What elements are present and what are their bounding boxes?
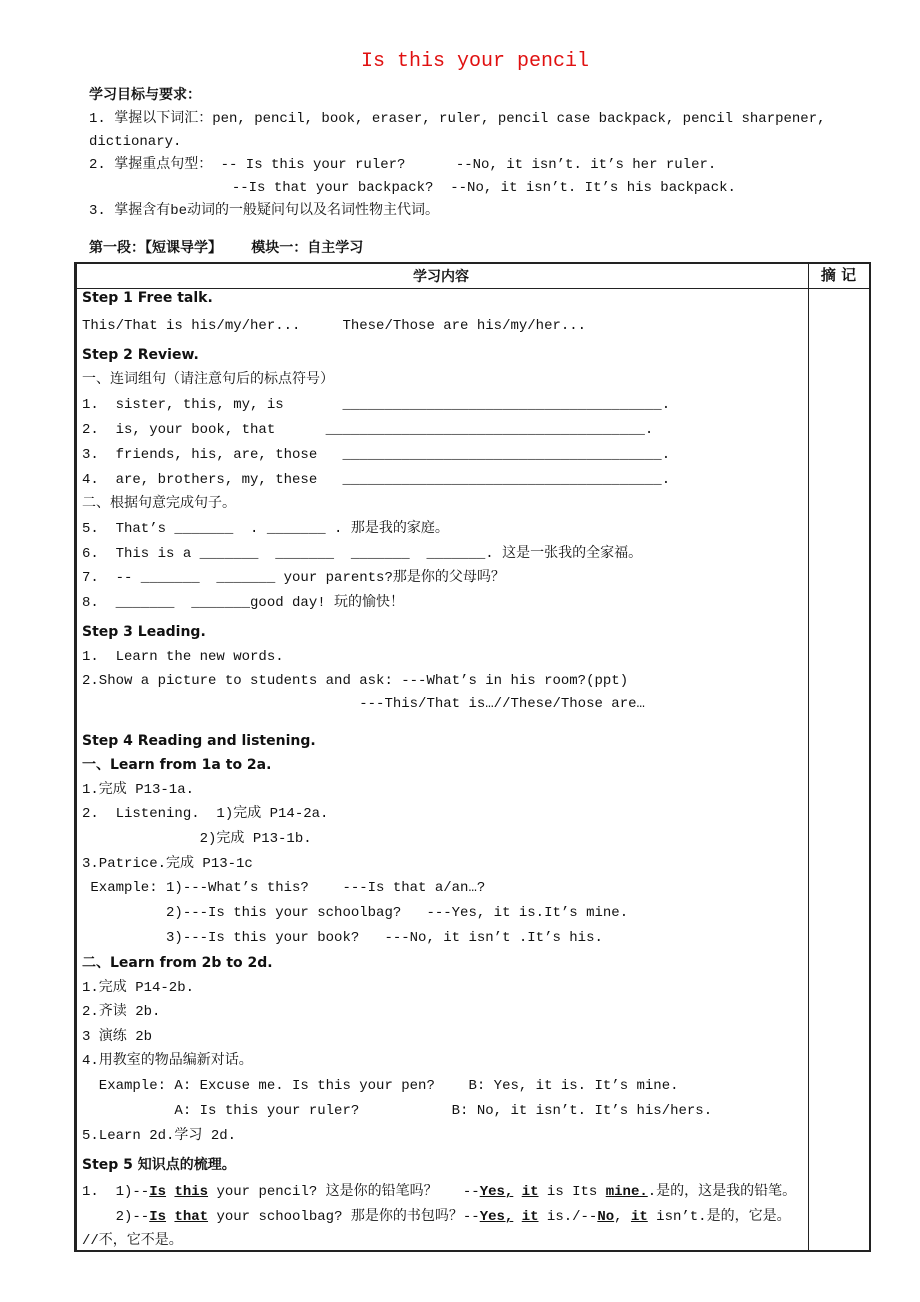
content-line: 6. This is a _______ _______ _______ _______. 这是一张我的全家福。	[82, 546, 643, 562]
content-line: 3 演练 2b	[82, 1029, 153, 1045]
content-line: 2)完成 P13-1b.	[82, 831, 312, 847]
content-line	[82, 1183, 796, 1201]
header-notes: 摘 记	[820, 266, 857, 284]
objective-line: 3. 掌握含有be动词的一般疑问句以及名词性物主代词。	[89, 203, 440, 219]
underlined-word: it	[521, 1209, 539, 1225]
text-segment: your schoolbag? 那是你的书包吗？--	[208, 1209, 480, 1225]
content-line: 二、Learn from 2b to 2d.	[82, 955, 273, 971]
content-line: 2)---Is this your schoolbag? ---Yes, it is.It’s mine.	[82, 905, 629, 921]
content-line: 1. sister, this, my, is ______________________________________.	[82, 397, 671, 413]
text-segment: is Its	[538, 1184, 606, 1200]
underlined-word: Yes,	[479, 1209, 514, 1225]
underlined-word: it	[630, 1209, 648, 1225]
content-line: 1.完成 P13-1a.	[82, 782, 195, 798]
text-segment: your pencil? 这是你的铅笔吗？ --	[208, 1184, 480, 1200]
text-segment: is./--	[538, 1209, 598, 1225]
text-segment: 1. 1)--	[82, 1184, 150, 1200]
underlined-word: mine.	[605, 1184, 648, 1200]
text-segment: ,	[614, 1209, 631, 1225]
content-line: 7. -- _______ _______ your parents?那是你的父母吗？	[82, 570, 505, 586]
content-line: Step 2 Review.	[82, 347, 199, 363]
content-line	[82, 1208, 791, 1226]
objective-line: --Is that your backpack? --No, it isn’t. It’s his backpack.	[89, 180, 736, 196]
content-line: 5. That’s _______ . _______ . 那是我的家庭。	[82, 521, 449, 537]
content-line: 4.用教室的物品编新对话。	[82, 1053, 253, 1069]
content-line: //不，它不是。	[82, 1233, 183, 1249]
content-line: 2.齐读 2b.	[82, 1004, 161, 1020]
content-line: Step 1 Free talk.	[82, 290, 213, 306]
content-line: Step 3 Leading.	[82, 624, 206, 640]
content-line: 4. are, brothers, my, these ______________________________________.	[82, 472, 671, 488]
underlined-word: this	[174, 1184, 209, 1200]
content-line: 一、连词组句（请注意句后的标点符号）	[82, 372, 334, 388]
content-line: 5.Learn 2d.学习 2d.	[82, 1128, 237, 1144]
text-segment: isn’t.是的，它是。	[647, 1209, 791, 1225]
content-line: 1.完成 P14-2b.	[82, 980, 195, 996]
column-divider	[808, 262, 809, 1250]
underlined-word: Yes,	[479, 1184, 514, 1200]
content-line: 8. _______ _______good day! 玩的愉快！	[82, 595, 405, 611]
underlined-word: it	[521, 1184, 539, 1200]
text-segment	[513, 1184, 521, 1200]
content-line: Example: A: Excuse me. Is this your pen? B: Yes, it is. It’s mine.	[82, 1078, 679, 1094]
content-line: 3)---Is this your book? ---No, it isn’t .It’s his.	[82, 930, 603, 946]
content-line: 3. friends, his, are, those ______________________________________.	[82, 447, 671, 463]
content-line: 2.Show a picture to students and ask: ---What’s in his room?(ppt)	[82, 673, 629, 689]
objective-line: 1. 掌握以下词汇：pen, pencil, book, eraser, ruler, pencil case backpack, pencil sharpener,	[89, 111, 826, 127]
text-segment: .是的，这是我的铅笔。	[647, 1184, 797, 1200]
content-line: ---This/That is…//These/Those are…	[82, 696, 645, 712]
text-segment	[513, 1209, 521, 1225]
content-line: 1. Learn the new words.	[82, 649, 284, 665]
content-line: 一、Learn from 1a to 2a.	[82, 757, 272, 773]
content-line: Example: 1)---What’s this? ---Is that a/an…?	[82, 880, 486, 896]
content-line: This/That is his/my/her... These/Those are his/my/her...	[82, 318, 587, 334]
underlined-word: Is	[149, 1209, 167, 1225]
objective-line: 2. 掌握重点句型： -- Is this your ruler? --No, it isn’t. it’s her ruler.	[89, 157, 717, 173]
content-line: A: Is this your ruler? B: No, it isn’t. It’s his/hers.	[82, 1103, 713, 1119]
text-segment: 2)--	[82, 1209, 150, 1225]
content-line: 3.Patrice.完成 P13-1c	[82, 856, 253, 872]
underlined-word: that	[174, 1209, 209, 1225]
content-line: 二、根据句意完成句子。	[82, 496, 236, 512]
header-study-content: 学习内容	[413, 269, 469, 285]
content-line: 2. is, your book, that ______________________________________.	[82, 422, 654, 438]
underlined-word: No	[597, 1209, 615, 1225]
objective-line: dictionary.	[89, 134, 182, 150]
content-line: Step 5 知识点的梳理。	[82, 1157, 236, 1173]
content-line: Step 4 Reading and listening.	[82, 733, 316, 749]
objective-line: 第一段：【短课导学】 模块一：自主学习	[89, 240, 364, 256]
objective-line: 学习目标与要求：	[89, 87, 201, 103]
page-title: Is this your pencil	[360, 50, 590, 73]
content-line: 2. Listening. 1)完成 P14-2a.	[82, 806, 329, 822]
underlined-word: Is	[149, 1184, 167, 1200]
